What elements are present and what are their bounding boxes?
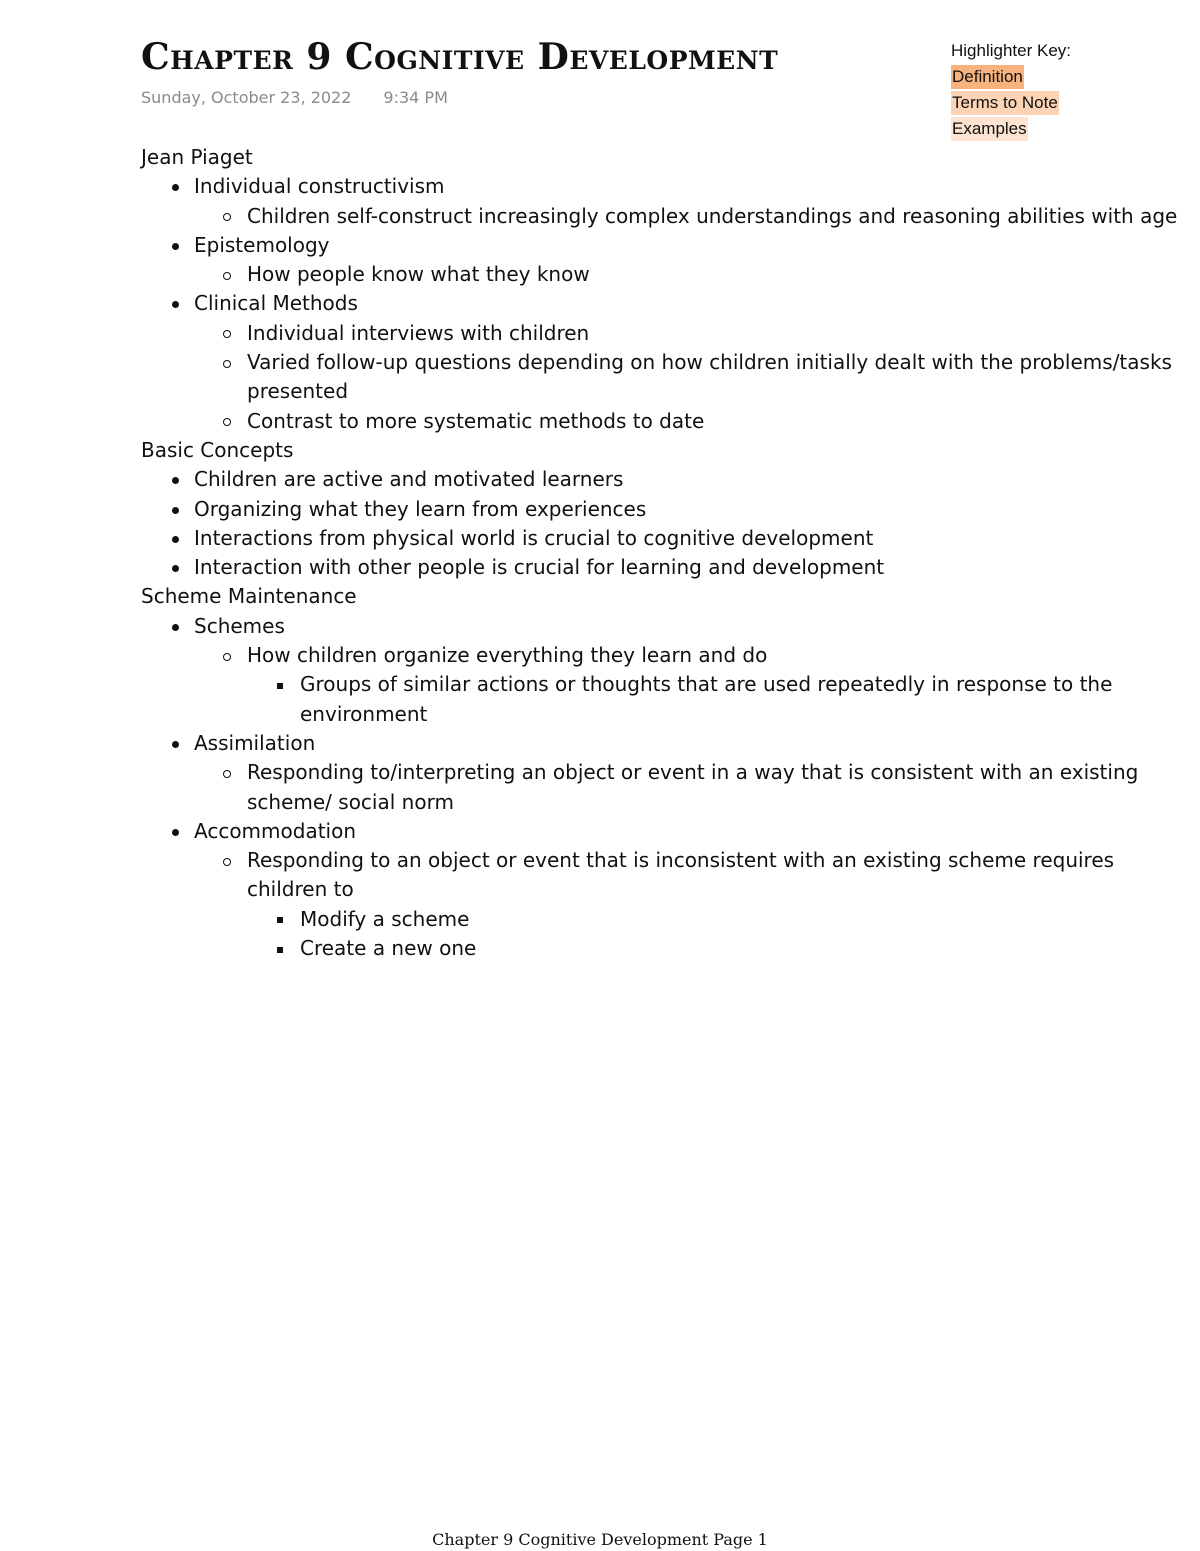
list-item: Modify a scheme — [141, 905, 1186, 934]
bullet-square-icon — [272, 934, 288, 963]
bullet-dot-icon — [167, 553, 183, 582]
bullet-dot-icon — [167, 231, 183, 260]
page-time: 9:34 PM — [383, 88, 448, 107]
list-item: Accommodation — [141, 817, 1186, 846]
key-definition: Definition — [951, 65, 1024, 89]
list-item: Children self-construct increasingly complex understandings and reasoning abilities with age — [141, 202, 1186, 231]
list-item: Schemes — [141, 612, 1186, 641]
bullet-dot-icon — [167, 465, 183, 494]
list-item: Clinical Methods — [141, 289, 1186, 318]
bullet-dot-icon — [167, 289, 183, 318]
highlighter-key-label: Highlighter Key: — [951, 41, 1072, 60]
list-item: Individual interviews with children — [141, 319, 1186, 348]
page-title: Chapter 9 Cognitive Development — [141, 36, 779, 78]
bullet-circle-icon — [219, 260, 235, 289]
key-examples: Examples — [951, 117, 1028, 141]
list-item: Contrast to more systematic methods to date — [141, 407, 1186, 436]
section-heading-scheme-maintenance: Scheme Maintenance — [141, 584, 357, 609]
bullet-dot-icon — [167, 495, 183, 524]
notes-body — [141, 143, 1186, 963]
list-item: Create a new one — [141, 934, 1186, 963]
list-item: Epistemology — [141, 231, 1186, 260]
key-terms-to-note: Terms to Note — [951, 91, 1059, 115]
highlighter-key — [951, 38, 1071, 142]
bullet-dot-icon — [167, 817, 183, 846]
bullet-circle-icon — [219, 758, 235, 787]
page-date: Sunday, October 23, 2022 — [141, 88, 352, 107]
list-item: Interaction with other people is crucial for learning and development — [141, 553, 1186, 582]
bullet-square-icon — [272, 905, 288, 934]
section-heading-jean-piaget: Jean Piaget — [141, 145, 253, 169]
basic-concepts-list — [141, 465, 1186, 582]
bullet-circle-icon — [219, 348, 235, 377]
list-item: Children are active and motivated learners — [141, 465, 1186, 494]
scheme-maintenance-list — [141, 612, 1186, 964]
bullet-square-icon — [272, 670, 288, 699]
list-item: Responding to/interpreting an object or event in a way that is consistent with an existing scheme/ social norm — [141, 758, 1186, 817]
page-footer: Chapter 9 Cognitive Development Page 1 — [432, 1530, 768, 1549]
bullet-circle-icon — [219, 641, 235, 670]
bullet-circle-icon — [219, 202, 235, 231]
bullet-dot-icon — [167, 172, 183, 201]
list-item: Organizing what they learn from experiences — [141, 495, 1186, 524]
bullet-dot-icon — [167, 612, 183, 641]
bullet-dot-icon — [167, 524, 183, 553]
section-heading-basic-concepts: Basic Concepts — [141, 437, 294, 462]
list-item: Responding to an object or event that is inconsistent with an existing scheme requires children to — [141, 846, 1186, 905]
bullet-circle-icon — [219, 846, 235, 875]
list-item: Groups of similar actions or thoughts that are used repeatedly in response to the environment — [141, 670, 1186, 729]
bullet-circle-icon — [219, 319, 235, 348]
list-item: How children organize everything they learn and do — [141, 641, 1186, 670]
bullet-circle-icon — [219, 407, 235, 436]
list-item: Interactions from physical world is crucial to cognitive development — [141, 524, 1186, 553]
list-item: Individual constructivism — [141, 172, 1186, 201]
page-timestamp — [141, 88, 448, 107]
list-item: Varied follow-up questions depending on how children initially dealt with the problems/tasks presented — [141, 348, 1186, 407]
list-item: How people know what they know — [141, 260, 1186, 289]
bullet-dot-icon — [167, 729, 183, 758]
list-item: Assimilation — [141, 729, 1186, 758]
jean-piaget-list — [141, 172, 1186, 436]
